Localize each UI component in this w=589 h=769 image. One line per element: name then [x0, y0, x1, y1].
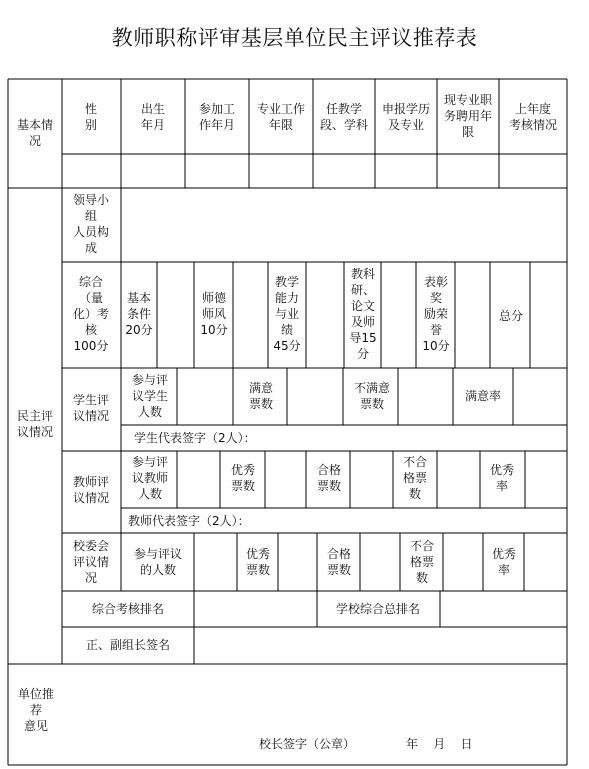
item-teacher-participants: 参与评 议教师 人数	[131, 455, 169, 501]
item-teacher-excellent-votes: 优秀 票数	[230, 463, 256, 493]
item-total-score: 总分	[498, 309, 524, 323]
header-current-post-years: 现专业职 务聘用年 限	[443, 93, 493, 139]
student-rep-signature: 学生代表签字（2人）：	[134, 431, 256, 445]
item-teacher-qualified-votes: 合格 票数	[316, 463, 342, 493]
item-basic-conditions: 基本 条件 20分	[125, 291, 153, 337]
item-teacher-unqualified-votes: 不合 格票 数	[402, 455, 428, 501]
section-basic-info: 基本情 况	[16, 118, 54, 148]
item-committee-qualified-votes: 合格 票数	[326, 547, 352, 577]
label-teacher-review: 教师评 议情况	[72, 475, 110, 505]
label-leading-group: 领导小 组 人员构 成	[72, 193, 110, 255]
header-work-start-date: 参加工 作年月	[198, 102, 236, 132]
item-committee-participants: 参与评议 的人数	[133, 547, 183, 577]
item-committee-unqualified-votes: 不合 格票 数	[409, 539, 435, 585]
page-title: 教师职称评审基层单位民主评议推荐表	[111, 26, 478, 50]
item-research-papers: 教科 研、 论文 及师 导15 分	[349, 267, 377, 361]
item-committee-excellent-rate: 优秀 率	[491, 547, 517, 577]
label-leader-signatures: 正、副组长签名	[85, 638, 171, 652]
item-satisfaction-rate: 满意率	[464, 389, 502, 403]
sign-date: 年 月 日	[406, 737, 473, 751]
label-school-total-ranking: 学校综合总排名	[335, 602, 421, 616]
item-unsatisfied-votes: 不满意 票数	[353, 381, 391, 411]
header-professional-years: 专业工作 年限	[256, 102, 306, 132]
teacher-rep-signature: 教师代表签字（2人）：	[128, 514, 250, 528]
label-student-review: 学生评 议情况	[72, 393, 110, 423]
item-ethics: 师德 师风 10分	[200, 291, 228, 337]
section-democratic-review: 民主评 议情况	[16, 409, 54, 439]
label-composite-assessment: 综合 （量 化）考 核 100分	[72, 275, 110, 353]
item-student-participants: 参与评 议学生 人数	[131, 373, 169, 419]
item-teacher-excellent-rate: 优秀 率	[489, 463, 515, 493]
principal-signature: 校长签字（公章）	[259, 737, 356, 751]
item-committee-excellent-votes: 优秀 票数	[245, 547, 271, 577]
item-awards-honors: 表彰 奖 励荣 誉 10分	[422, 275, 450, 353]
label-committee-review: 校委会 评议情 况	[72, 539, 110, 585]
header-teaching-subject: 任教学 段、学科	[319, 102, 369, 132]
label-composite-ranking: 综合考核排名	[91, 602, 165, 616]
header-degree-major: 申报学历 及专业	[381, 102, 431, 132]
section-unit-recommendation: 单位推 荐 意见	[17, 687, 55, 733]
item-satisfied-votes: 满意 票数	[248, 381, 274, 411]
header-last-year-assessment: 上年度 考核情况	[508, 102, 558, 132]
header-birth-date: 出生 年月	[140, 102, 166, 132]
header-gender: 性 别	[84, 102, 98, 132]
item-teaching-performance: 教学 能力 与业 绩 45分	[273, 275, 301, 353]
